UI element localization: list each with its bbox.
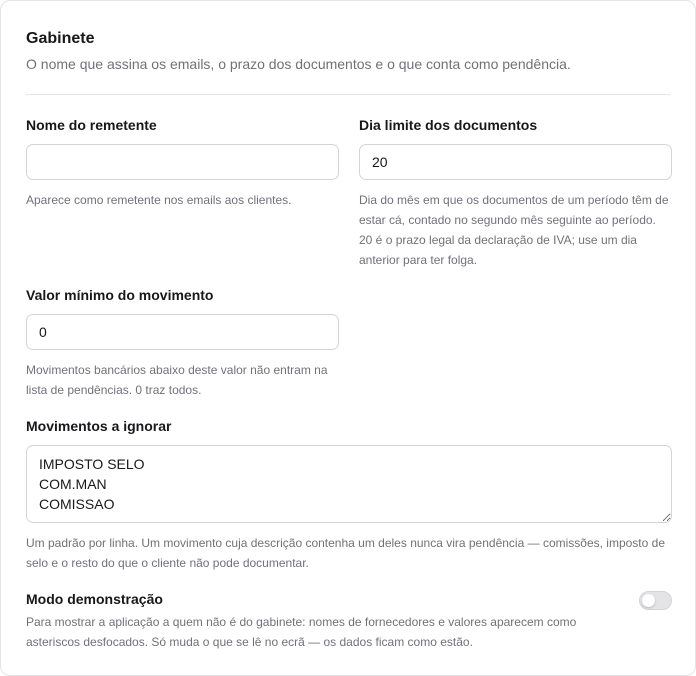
deadline-help: Dia do mês em que os documentos de um período têm de estar cá, contado no segundo mês seguinte ao período. 20 é o prazo legal da declaração de IVA; use um dia anterior para ter folga. — [359, 193, 669, 267]
demo-label: Modo demonstração — [26, 591, 163, 607]
sender-input[interactable] — [26, 144, 339, 180]
ignore-label: Movimentos a ignorar — [26, 418, 172, 434]
sender-field — [26, 116, 339, 210]
sender-label: Nome do remetente — [26, 117, 157, 133]
ignore-help: Um padrão por linha. Um movimento cuja descrição contenha um deles nunca vira pendência — comissões, imposto de selo e o resto do que o cliente não pode documentar. — [26, 536, 665, 570]
min-amount-field — [26, 286, 339, 400]
section-divider — [26, 94, 670, 95]
section-header — [26, 29, 670, 73]
deadline-input[interactable] — [359, 144, 672, 180]
deadline-field — [359, 116, 672, 270]
demo-field — [26, 590, 616, 652]
min-amount-help: Movimentos bancários abaixo deste valor não entram na lista de pendências. 0 traz todos. — [26, 363, 328, 397]
deadline-label: Dia limite dos documentos — [359, 117, 538, 133]
ignore-textarea[interactable] — [26, 445, 672, 523]
demo-help: Para mostrar a aplicação a quem não é do gabinete: nomes de fornecedores e valores aparecem como asteriscos desfocados. Só muda o que se lê no ecrã — os dados ficam como estão. — [26, 615, 577, 649]
section-subtitle: O nome que assina os emails, o prazo dos documentos e o que conta como pendência. — [26, 56, 571, 72]
min-amount-label: Valor mínimo do movimento — [26, 287, 214, 303]
min-amount-input[interactable] — [26, 314, 339, 350]
demo-toggle-knob — [642, 594, 655, 607]
section-title: Gabinete — [26, 30, 95, 47]
sender-help: Aparece como remetente nos emails aos clientes. — [26, 193, 292, 207]
demo-toggle[interactable] — [639, 591, 672, 610]
ignore-field — [26, 417, 672, 573]
